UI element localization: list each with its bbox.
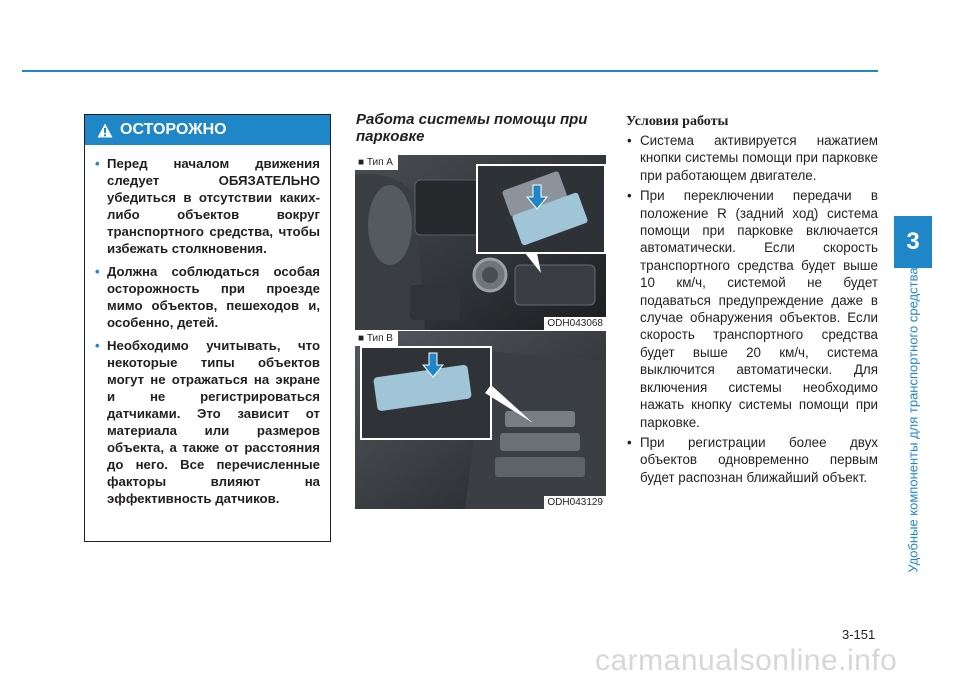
bullet: • (627, 133, 632, 148)
console-photo-b (355, 331, 606, 509)
figure-code: ODH043068 (544, 317, 606, 330)
bullet: • (627, 434, 632, 450)
conditions-list (626, 132, 878, 489)
figure-code: ODH043129 (544, 496, 606, 509)
condition-item-text: При переключении передачи в положение R (задний ход) система помощи при парковке включается автоматически. Если скорость транспортного средства будет выше 10 км/ч, системой не будет подаваться предупреждение даже в случае обнаружения объектов. Если скорость транспортного средства будет выше 20 км/ч, система выключится автоматически. Для включения системы необходимо нажать кнопку системы помощи при парковке. (640, 188, 878, 430)
warning-item-text: Перед началом движения следует ОБЯЗАТЕЛЬНО убедиться в отсутствии каких-либо объектов вокруг транспортного средства, чтобы избежать столкновения. (107, 156, 320, 256)
bullet: • (95, 264, 100, 279)
bullet: • (95, 338, 100, 353)
warning-heading: ОСТОРОЖНО (120, 121, 227, 138)
warning-item (95, 155, 320, 257)
condition-item-text: При регистрации более двух объектов одновременно первым будет распознан ближайший объект. (640, 434, 878, 485)
warning-item (95, 263, 320, 331)
figure-label: ■ Тип B (355, 331, 398, 346)
warning-item (95, 337, 320, 507)
warning-icon (97, 123, 113, 138)
watermark: carmanualsonline.info (595, 644, 898, 677)
bullet: • (95, 156, 100, 171)
warning-box (84, 114, 331, 542)
condition-item (626, 434, 878, 486)
warning-item-text: Необходимо учитывать, что некоторые типы объектов могут не отражаться на экране и не регистрироваться датчиками. Это зависит от материала или размеров объекта, а также от расстояния до него. Все перечисленные факторы влияют на эффективность датчиков. (107, 338, 320, 506)
figure-type-a (355, 155, 606, 330)
conditions-title: Условия работы (626, 114, 729, 129)
console-photo-a (355, 155, 606, 330)
figure-label: ■ Тип A (355, 155, 398, 170)
page-number: 3-151 (842, 627, 876, 642)
top-rule (22, 70, 878, 72)
warning-header (85, 115, 330, 145)
chapter-title: Удобные компоненты для транспортного средства (905, 267, 921, 573)
chapter-number-tab: 3 (894, 216, 932, 268)
figure-type-b (355, 331, 606, 509)
warning-list (85, 145, 330, 507)
bullet: • (627, 188, 632, 204)
condition-item (626, 187, 878, 431)
condition-item-text: Система активируется нажатием кнопки системы помощи при парковке при работающем двигателе. (640, 133, 878, 183)
condition-item (626, 132, 878, 184)
warning-item-text: Должна соблюдаться особая осторожность при проезде мимо объектов, пешеходов и, особенно, детей. (107, 264, 320, 330)
section-title: Работа системы помощи при парковке (356, 111, 588, 145)
